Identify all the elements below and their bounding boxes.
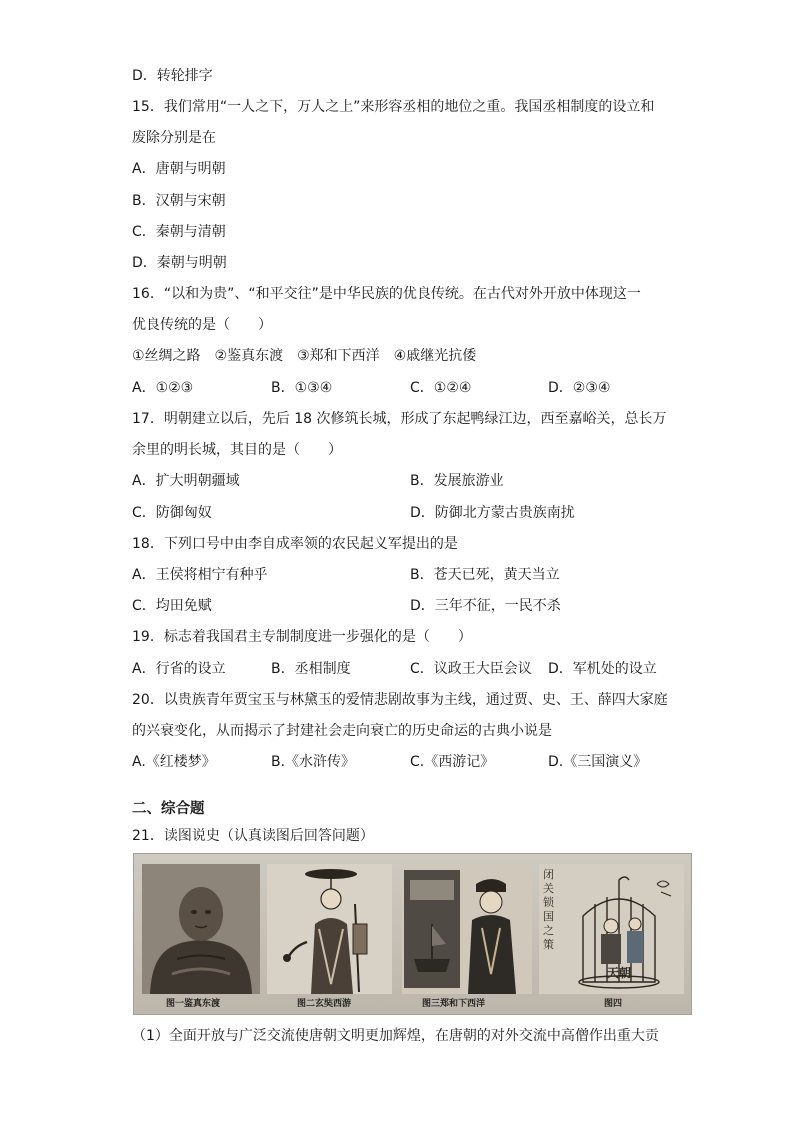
q17-option-a: A．扩大明朝疆域 — [132, 473, 240, 489]
q15-stem-line2: 废除分别是在 — [132, 130, 216, 146]
q18-option-d: D．三年不征，一民不杀 — [410, 598, 561, 614]
xuanzang-image — [267, 864, 392, 994]
q18-stem: 18．下列口号中由李自成率领的农民起义军提出的是 — [132, 536, 458, 552]
q19-option-c: C．议政王大臣会议 — [410, 661, 532, 677]
q15-stem-line1: 15．我们常用“一人之下，万人之上”来形容丞相的地位之重。我国丞相制度的设立和 — [132, 99, 655, 115]
q20-stem-line2: 的兴衰变化，从而揭示了封建社会走向衰亡的历史命运的古典小说是 — [132, 723, 552, 739]
q16-stem-line2: 优良传统的是（ ） — [132, 317, 272, 333]
q16-stem-line1: 16．“以和为贵”、“和平交往”是中华民族的优良传统。在古代对外开放中体现这一 — [132, 286, 641, 302]
q19-option-a: A．行省的设立 — [132, 661, 226, 677]
q20-option-a: A.《红楼梦》 — [132, 754, 216, 770]
q19-option-d: D．军机处的设立 — [548, 661, 657, 677]
q17-option-b: B．发展旅游业 — [410, 473, 504, 489]
fig4-cage-text: 天朝 — [607, 966, 632, 980]
q20-option-d: D.《三国演义》 — [548, 754, 648, 770]
jianzhen-statue-image — [142, 864, 260, 994]
q19-option-b: B．丞相制度 — [271, 661, 351, 677]
figure-caption-1: 图一鉴真东渡 — [166, 999, 221, 1009]
q17-option-d: D．防御北方蒙古贵族南扰 — [410, 505, 575, 521]
q15-option-a: A．唐朝与明朝 — [132, 161, 226, 177]
q18-option-a: A．王侯将相宁有种乎 — [132, 567, 268, 583]
q20-option-b: B.《水浒传》 — [271, 754, 356, 770]
q16-option-b: B．①③④ — [271, 380, 333, 396]
zhenghe-image — [402, 864, 532, 994]
q15-option-c: C．秦朝与清朝 — [132, 224, 226, 240]
q16-option-a: A．①②③ — [132, 380, 194, 396]
q19-stem: 19．标志着我国君主专制制度进一步强化的是（ ） — [132, 629, 472, 645]
q15-option-d: D．秦朝与明朝 — [132, 255, 227, 271]
q20-stem-line1: 20．以贵族青年贾宝玉与林黛玉的爱情悲剧故事为主线，通过贾、史、王、薛四大家庭 — [132, 692, 668, 708]
figure-caption-3: 图三郑和下西洋 — [422, 999, 486, 1009]
q20-option-c: C.《西游记》 — [410, 754, 495, 770]
q14-option-d: D．转轮排字 — [132, 68, 213, 84]
cage-cartoon-image — [539, 864, 684, 994]
q17-stem-line2: 余里的明长城，其目的是（ ） — [132, 442, 342, 458]
fig4-vertical-text: 闭关锁国之策 — [543, 868, 554, 951]
q21-sub1: （1）全面开放与广泛交流使唐朝文明更加辉煌，在唐朝的对外交流中高僧作出重大贡 — [132, 1028, 659, 1044]
q16-option-d: D．②③④ — [548, 380, 611, 396]
figure-caption-2: 图二玄奘西游 — [297, 999, 352, 1009]
q15-option-b: B．汉朝与宋朝 — [132, 193, 226, 209]
q21-stem: 21．读图说史（认真读图后回答问题） — [132, 828, 374, 844]
q17-stem-line1: 17．明朝建立以后，先后 18 次修筑长城，形成了东起鸭绿江边，西至嘉峪关，总长万 — [132, 411, 667, 427]
q18-option-b: B．苍天已死，黄天当立 — [410, 567, 560, 583]
q16-option-c: C．①②④ — [410, 380, 472, 396]
section-title: 二、综合题 — [132, 801, 205, 817]
figure-caption-4: 图四 — [604, 999, 623, 1009]
history-figure-strip — [133, 853, 692, 1015]
q17-option-c: C．防御匈奴 — [132, 505, 212, 521]
q18-option-c: C．均田免赋 — [132, 598, 212, 614]
q16-items: ①丝绸之路 ②鉴真东渡 ③郑和下西洋 ④戚继光抗倭 — [132, 348, 477, 364]
